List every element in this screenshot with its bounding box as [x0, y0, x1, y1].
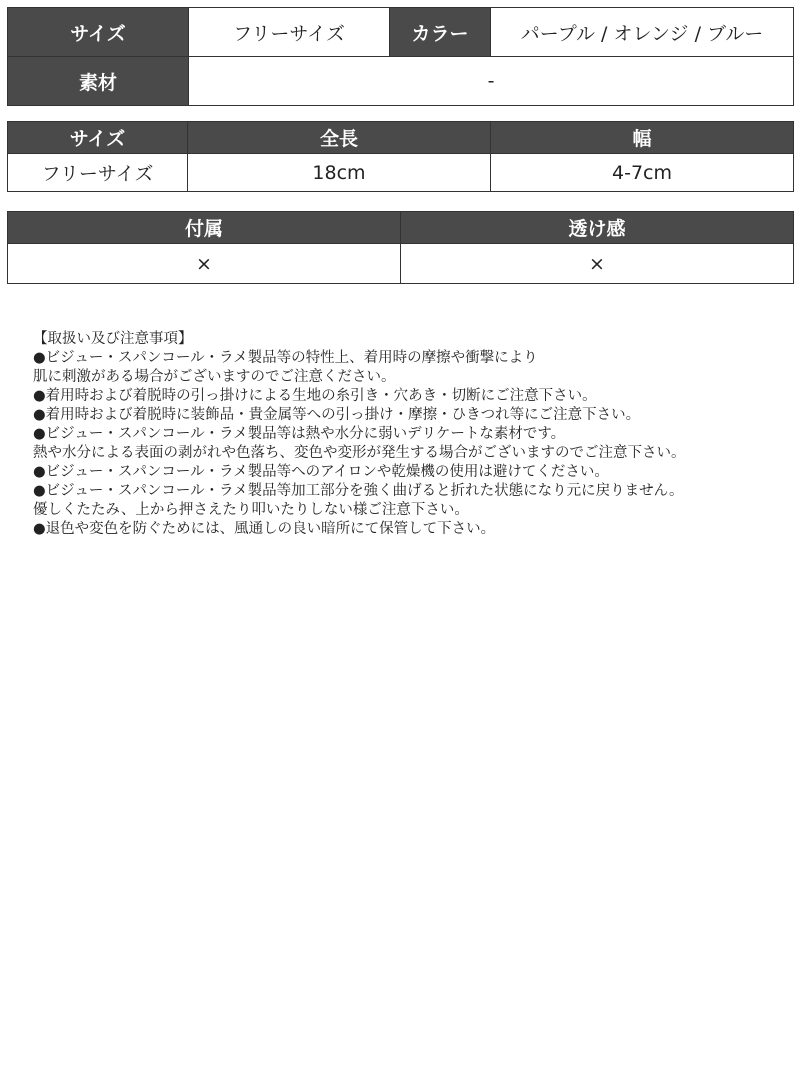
- measure-header-length: 全長: [188, 122, 491, 154]
- measure-size-value: フリーサイズ: [8, 154, 188, 192]
- material-label: 素材: [8, 57, 189, 106]
- care-note-line: 熱や水分による表面の剥がれや色落ち、変色や変形が発生する場合がございますのでご注意下さい。: [33, 445, 686, 461]
- care-note-line: ●ビジュー・スパンコール・ラメ製品等加工部分を強く曲げると折れた状態になり元に戻りません。: [33, 483, 684, 499]
- color-label: カラー: [390, 8, 491, 57]
- extras-accessory-value: ×: [8, 244, 401, 284]
- size-value: フリーサイズ: [189, 8, 390, 57]
- spec-table: [7, 7, 794, 106]
- care-notes-title: 【取扱い及び注意事項】: [33, 331, 193, 347]
- care-note-line: 優しくたたみ、上から押さえたり叩いたりしない様ご注意下さい。: [33, 502, 469, 518]
- care-note-line: ●ビジュー・スパンコール・ラメ製品等へのアイロンや乾燥機の使用は避けてください。: [33, 464, 609, 480]
- material-value: -: [189, 57, 794, 106]
- measure-length-value: 18cm: [188, 154, 491, 192]
- care-note-line: ●ビジュー・スパンコール・ラメ製品等の特性上、着用時の摩擦や衝撃により: [33, 350, 538, 366]
- extras-table: [7, 211, 794, 284]
- care-note-line: 肌に刺激がある場合がございますのでご注意ください。: [33, 369, 396, 385]
- care-note-line: ●着用時および着脱時に装飾品・貴金属等への引っ掛け・摩擦・ひきつれ等にご注意下さい。: [33, 407, 641, 423]
- care-notes: [33, 330, 793, 539]
- color-value: パープル / オレンジ / ブルー: [491, 8, 794, 57]
- measure-header-width: 幅: [491, 122, 794, 154]
- care-note-line: ●着用時および着脱時の引っ掛けによる生地の糸引き・穴あき・切断にご注意下さい。: [33, 388, 597, 404]
- measure-header-size: サイズ: [8, 122, 188, 154]
- extras-header-sheerness: 透け感: [401, 212, 794, 244]
- care-note-line: ●退色や変色を防ぐためには、風通しの良い暗所にて保管して下さい。: [33, 521, 496, 537]
- extras-header-accessory: 付属: [8, 212, 401, 244]
- care-note-line: ●ビジュー・スパンコール・ラメ製品等は熱や水分に弱いデリケートな素材です。: [33, 426, 566, 442]
- extras-sheerness-value: ×: [401, 244, 794, 284]
- measure-table: [7, 121, 794, 192]
- size-label: サイズ: [8, 8, 189, 57]
- measure-width-value: 4-7cm: [491, 154, 794, 192]
